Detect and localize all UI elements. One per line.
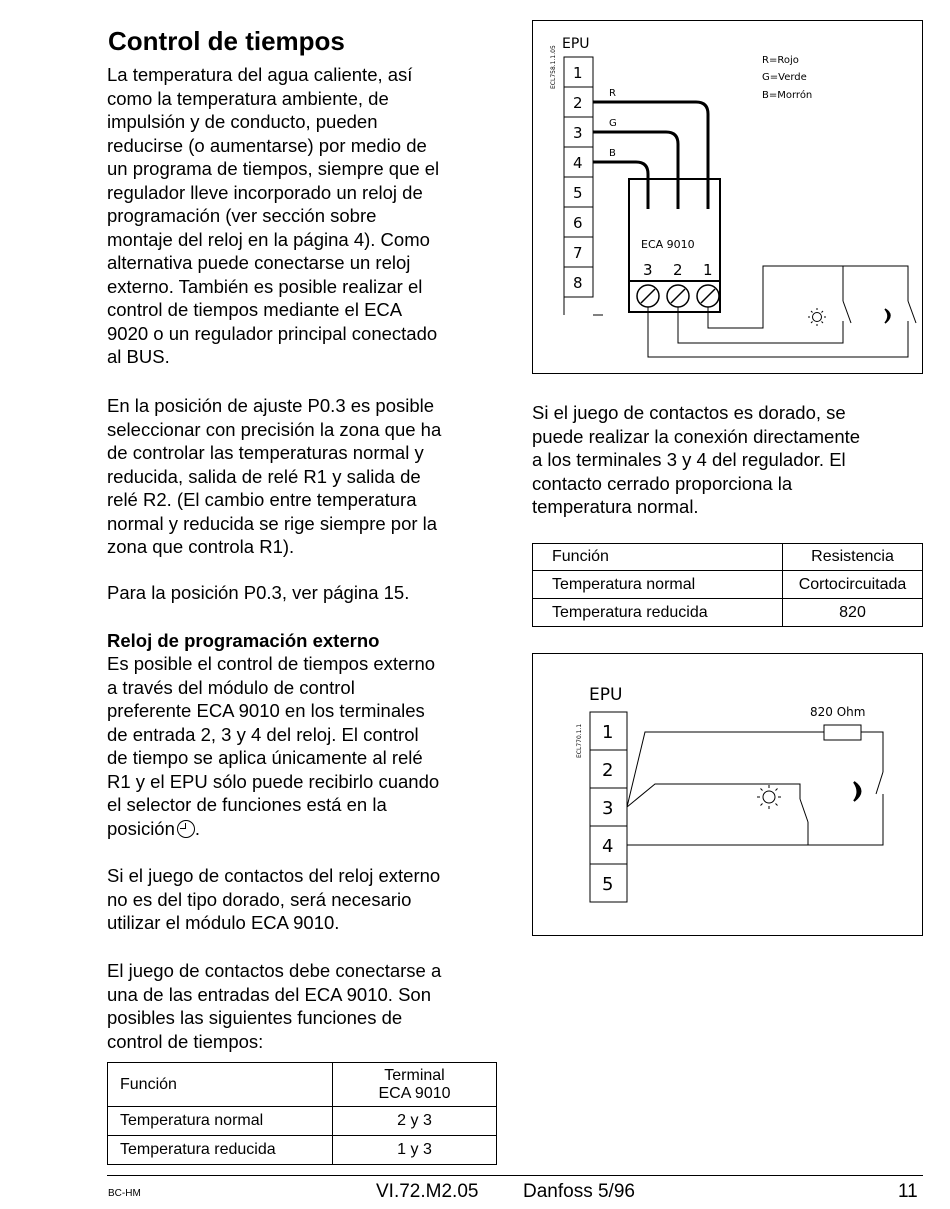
sun-icon — [757, 785, 781, 809]
terminal-label: 4 — [602, 836, 614, 857]
table-cell: Temperatura reducida — [533, 599, 783, 627]
wire-r-label: R — [609, 88, 616, 99]
p03-reference: Para la posición P0.3, ver página 15. — [107, 582, 410, 603]
table-cell: 2 y 3 — [333, 1107, 497, 1136]
epu-label: EPU — [589, 685, 623, 705]
screw-terminals — [637, 285, 719, 307]
terminal-label: 5 — [573, 184, 583, 202]
table-cell: 820 — [783, 599, 923, 627]
header-function: Función — [108, 1063, 333, 1107]
external-clock-text-end: . — [194, 817, 201, 839]
external-clock-paragraph — [107, 652, 439, 840]
table-row — [108, 1107, 497, 1136]
moon-icon — [854, 782, 861, 801]
wiring-diagram-svg — [533, 21, 922, 373]
eca9010-function-table — [107, 1062, 497, 1165]
page-title: Control de tiempos — [108, 26, 345, 56]
terminal-strip — [590, 712, 627, 902]
header-terminal-line1: Terminal — [384, 1066, 445, 1084]
clock-icon — [177, 820, 195, 838]
diagram-code: ECL770.1.1 — [576, 723, 583, 758]
terminal-label: 2 — [573, 94, 583, 112]
footer-doc-code: VI.72.M2.05 — [376, 1181, 479, 1202]
direct-wiring-diagram — [532, 653, 923, 936]
terminal-label: 3 — [602, 798, 614, 819]
intro-paragraph: La temperatura del agua caliente, así como la temperatura ambiente, de impulsión y de conducto, pueden reducirse (o aumentarse) por medio de un programa de tiempos, siempre que el regulador lleve incorporado un reloj de programación (ver sección sobre montaje del reloj en la página 4). Como alternativa puede conectarse un reloj externo. También es posible realizar el control de tiempos mediante el ECA 9020 o un regulador principal conectado al BUS. — [107, 64, 440, 367]
header-function: Función — [533, 544, 783, 571]
terminal-label: 4 — [573, 154, 583, 172]
terminal-label: 1 — [573, 64, 583, 82]
footer-brand: Danfoss 5/96 — [523, 1181, 635, 1202]
sun-icon — [808, 308, 826, 326]
module-terminal: 3 — [643, 261, 653, 279]
legend-r: R=Rojo — [762, 55, 799, 66]
resistor-label: 820 Ohm — [810, 705, 866, 719]
terminal-strip — [564, 57, 593, 297]
footer-left: BC-HM — [108, 1188, 141, 1199]
non-gold-contacts-paragraph: Si el juego de contactos del reloj externo no es del tipo dorado, será necesario utilizar el módulo ECA 9010. — [107, 865, 441, 933]
wire-b-label: B — [609, 148, 616, 159]
terminal-label: 2 — [602, 760, 614, 781]
terminal-label: 7 — [573, 244, 583, 262]
terminal-label: 8 — [573, 274, 583, 292]
terminal-label: 5 — [602, 874, 614, 895]
table-cell: Temperatura reducida — [108, 1136, 333, 1165]
diagram-code: ECL758.1.1.05 — [550, 45, 557, 89]
module-terminal: 1 — [703, 261, 713, 279]
direct-wiring-svg — [533, 654, 922, 935]
table-cell: Cortocircuitada — [783, 571, 923, 599]
legend-g: G=Verde — [762, 72, 807, 83]
table-row — [533, 599, 923, 627]
contacts-connection-paragraph: El juego de contactos debe conectarse a una de las entradas del ECA 9010. Son posibles las siguientes funciones de control de tiempos: — [107, 960, 442, 1052]
table-row — [533, 571, 923, 599]
table-cell: 1 y 3 — [333, 1136, 497, 1165]
table-row — [108, 1136, 497, 1165]
table-header-row — [533, 544, 923, 571]
wire-g-label: G — [609, 118, 617, 129]
epu-label: EPU — [562, 36, 590, 52]
footer-rule — [107, 1175, 923, 1176]
header-terminal — [333, 1063, 497, 1107]
external-clock-heading: Reloj de programación externo — [107, 630, 380, 651]
table-header-row — [108, 1063, 497, 1107]
direct-wiring-lines — [627, 725, 883, 845]
terminal-label: 3 — [573, 124, 583, 142]
module-label: ECA 9010 — [641, 238, 695, 251]
module-terminal: 2 — [673, 261, 683, 279]
table-cell: Temperatura normal — [533, 571, 783, 599]
resistance-table — [532, 543, 923, 627]
gold-contacts-paragraph: Si el juego de contactos es dorado, se puede realizar la conexión directamente a los terminales 3 y 4 del regulador. El contacto cerrado proporciona la temperatura normal. — [532, 402, 861, 517]
terminal-label: 1 — [602, 722, 614, 743]
terminal-label: 6 — [573, 214, 583, 232]
legend-b: B=Morrón — [762, 90, 813, 101]
moon-icon — [885, 309, 890, 323]
external-clock-text: Es posible el control de tiempos externo a través del módulo de control preferente ECA 9010 en los terminales de entrada 2, 3 y 4 del reloj. El control de tiempo se aplica únicamente al relé R1 y el EPU sólo puede recibirlo cuando el selector de funciones está en la posición — [107, 653, 440, 839]
page-number: 11 — [898, 1181, 918, 1202]
header-resistance: Resistencia — [783, 544, 923, 571]
table-cell: Temperatura normal — [108, 1107, 333, 1136]
p03-paragraph: En la posición de ajuste P0.3 es posible seleccionar con precisión la zona que ha de controlar las temperaturas normal y reducida, salida de relé R1 y salida de relé R2. (El cambio entre temperatura normal y reducida se rige siempre por la zona que controla R1). — [107, 395, 442, 557]
eca9010-wiring-diagram — [532, 20, 923, 374]
header-terminal-line2: ECA 9010 — [378, 1084, 451, 1102]
